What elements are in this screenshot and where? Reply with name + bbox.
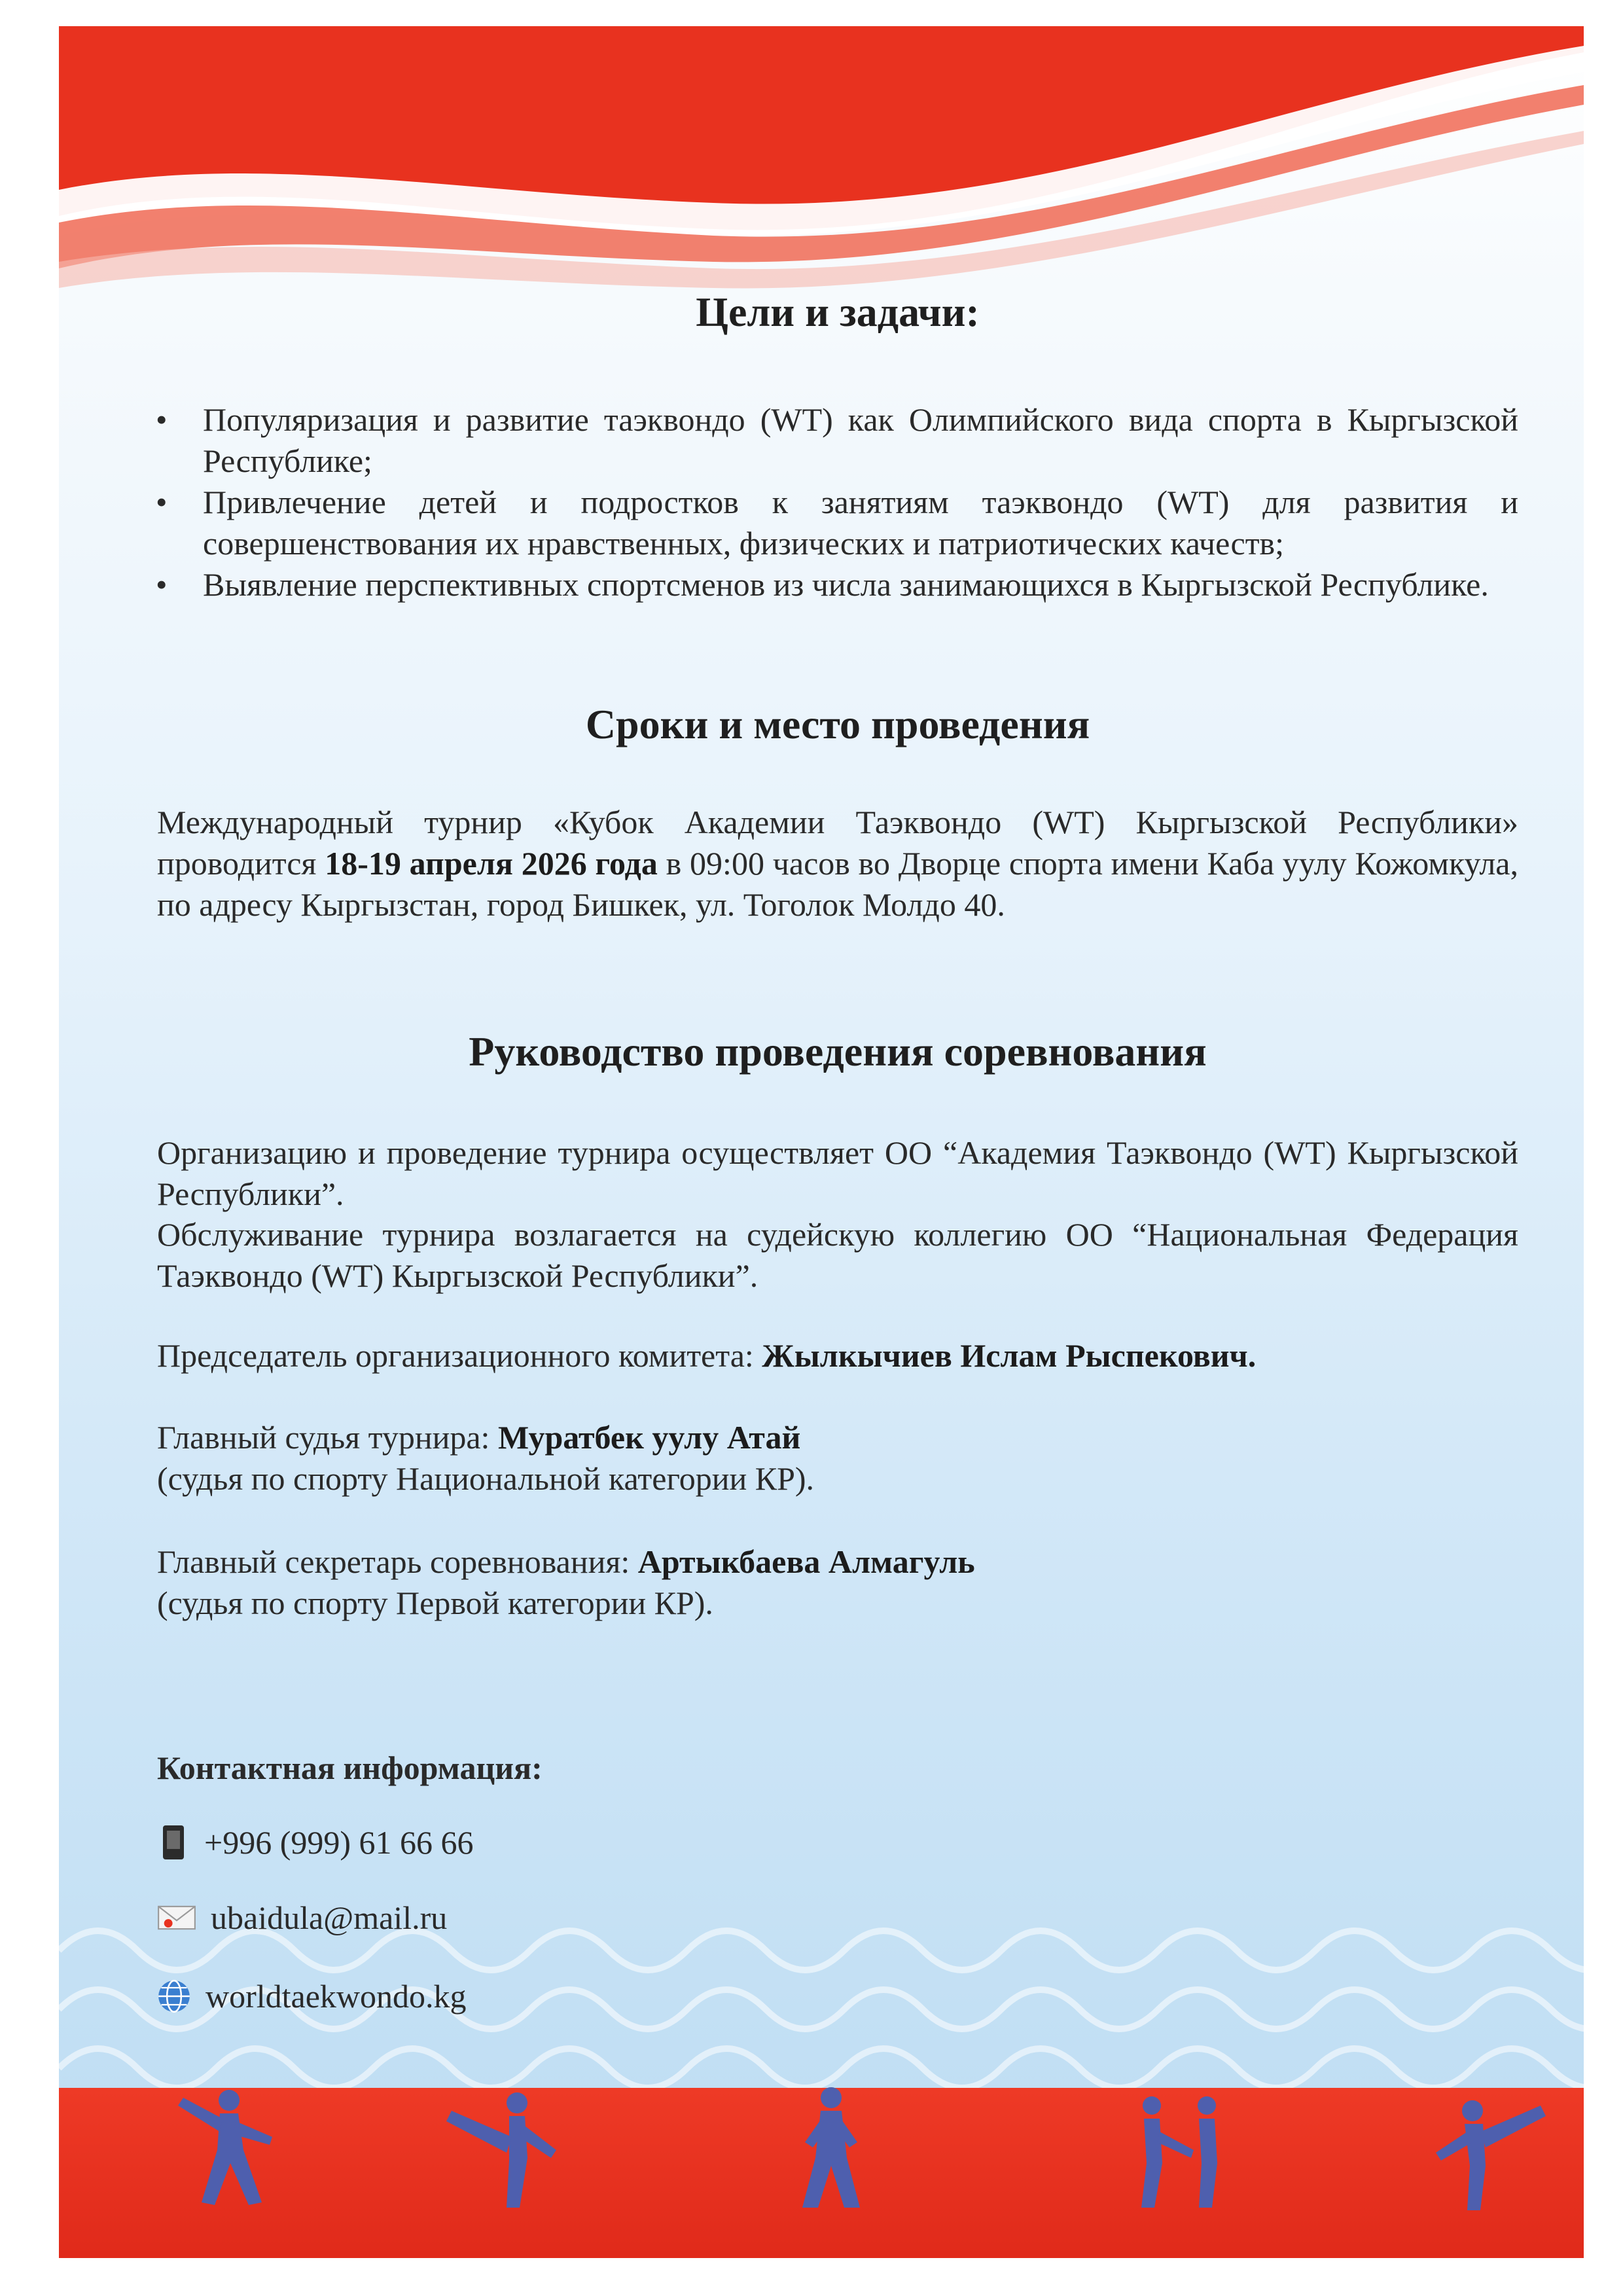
management-heading: Руководство проведения соревнования xyxy=(469,1028,1207,1075)
phone-number[interactable]: +996 (999) 61 66 66 xyxy=(204,1824,474,1861)
phone-icon xyxy=(157,1824,190,1861)
email-address[interactable]: ubaidula@mail.ru xyxy=(211,1899,448,1936)
top-wave-decoration xyxy=(59,26,1584,327)
contacts-heading: Контактная информация: xyxy=(157,1749,543,1786)
fighter-silhouette-2 xyxy=(438,2085,569,2215)
secretary-line: Главный секретарь соревнования: Артыкбаева Алмагуль xyxy=(157,1543,975,1580)
secretary-note: (судья по спорту Первой категории КР). xyxy=(157,1585,713,1621)
schedule-paragraph: Международный турнир «Кубок Академии Таэквондо (WT) Кыргызской Республики» проводится 18-19 апреля 2026 года в 09:00 часов во Дворце спорта имени Каба уулу Кожомкула, по адресу Кыргызстан, город Бишкек, ул. Тоголок Молдо 40. xyxy=(157,804,1518,923)
website-link[interactable]: worldtaekwondo.kg xyxy=(205,1978,467,2015)
organization-paragraph: Организацию и проведение турнира осуществляет ОО “Академия Таэквондо (WT) Кыргызской Республики”. xyxy=(157,1134,1518,1212)
judge-line: Главный судья турнира: Муратбек уулу Атай xyxy=(157,1419,801,1456)
fighter-silhouette-5 xyxy=(1420,2085,1551,2215)
goals-heading: Цели и задачи: xyxy=(696,289,980,335)
judge-name: Муратбек уулу Атай xyxy=(497,1419,801,1456)
event-date: 18-19 апреля 2026 года xyxy=(325,845,658,882)
email-contact[interactable] xyxy=(157,1898,447,1937)
goal-item: • Выявление перспективных спортсменов из числа занимающихся в Кыргызской Республике. xyxy=(156,566,1489,603)
phone-contact[interactable] xyxy=(157,1823,474,1862)
goals-list xyxy=(151,399,1518,605)
website-contact[interactable] xyxy=(157,1977,467,2016)
schedule-heading: Сроки и место проведения xyxy=(585,701,1090,747)
goal-item: • Популяризация и развитие таэквондо (WT) как Олимпийского вида спорта в Кыргызской Республике; xyxy=(156,401,1518,479)
fighter-silhouette-1 xyxy=(157,2085,288,2215)
secretary-name: Артыкбаева Алмагуль xyxy=(637,1543,975,1580)
globe-icon xyxy=(157,1979,191,2013)
fighter-silhouette-3 xyxy=(766,2085,897,2215)
email-icon xyxy=(157,1903,196,1932)
service-paragraph: Обслуживание турнира возлагается на судейскую коллегию ОО “Национальная Федерация Таэквондо (WT) Кыргызской Республики”. xyxy=(157,1216,1518,1294)
judge-note: (судья по спорту Национальной категории КР). xyxy=(157,1460,815,1497)
goal-item: • Привлечение детей и подростков к занятиям таэквондо (WT) для развития и совершенствования их нравственных, физических и патриотических качеств; xyxy=(156,484,1518,562)
fighter-silhouette-4 xyxy=(1113,2085,1243,2215)
chairman-line: Председатель организационного комитета: Жылкычиев Ислам Рыспекович. xyxy=(157,1337,1257,1374)
chairman-name: Жылкычиев Ислам Рыспекович. xyxy=(762,1337,1257,1374)
